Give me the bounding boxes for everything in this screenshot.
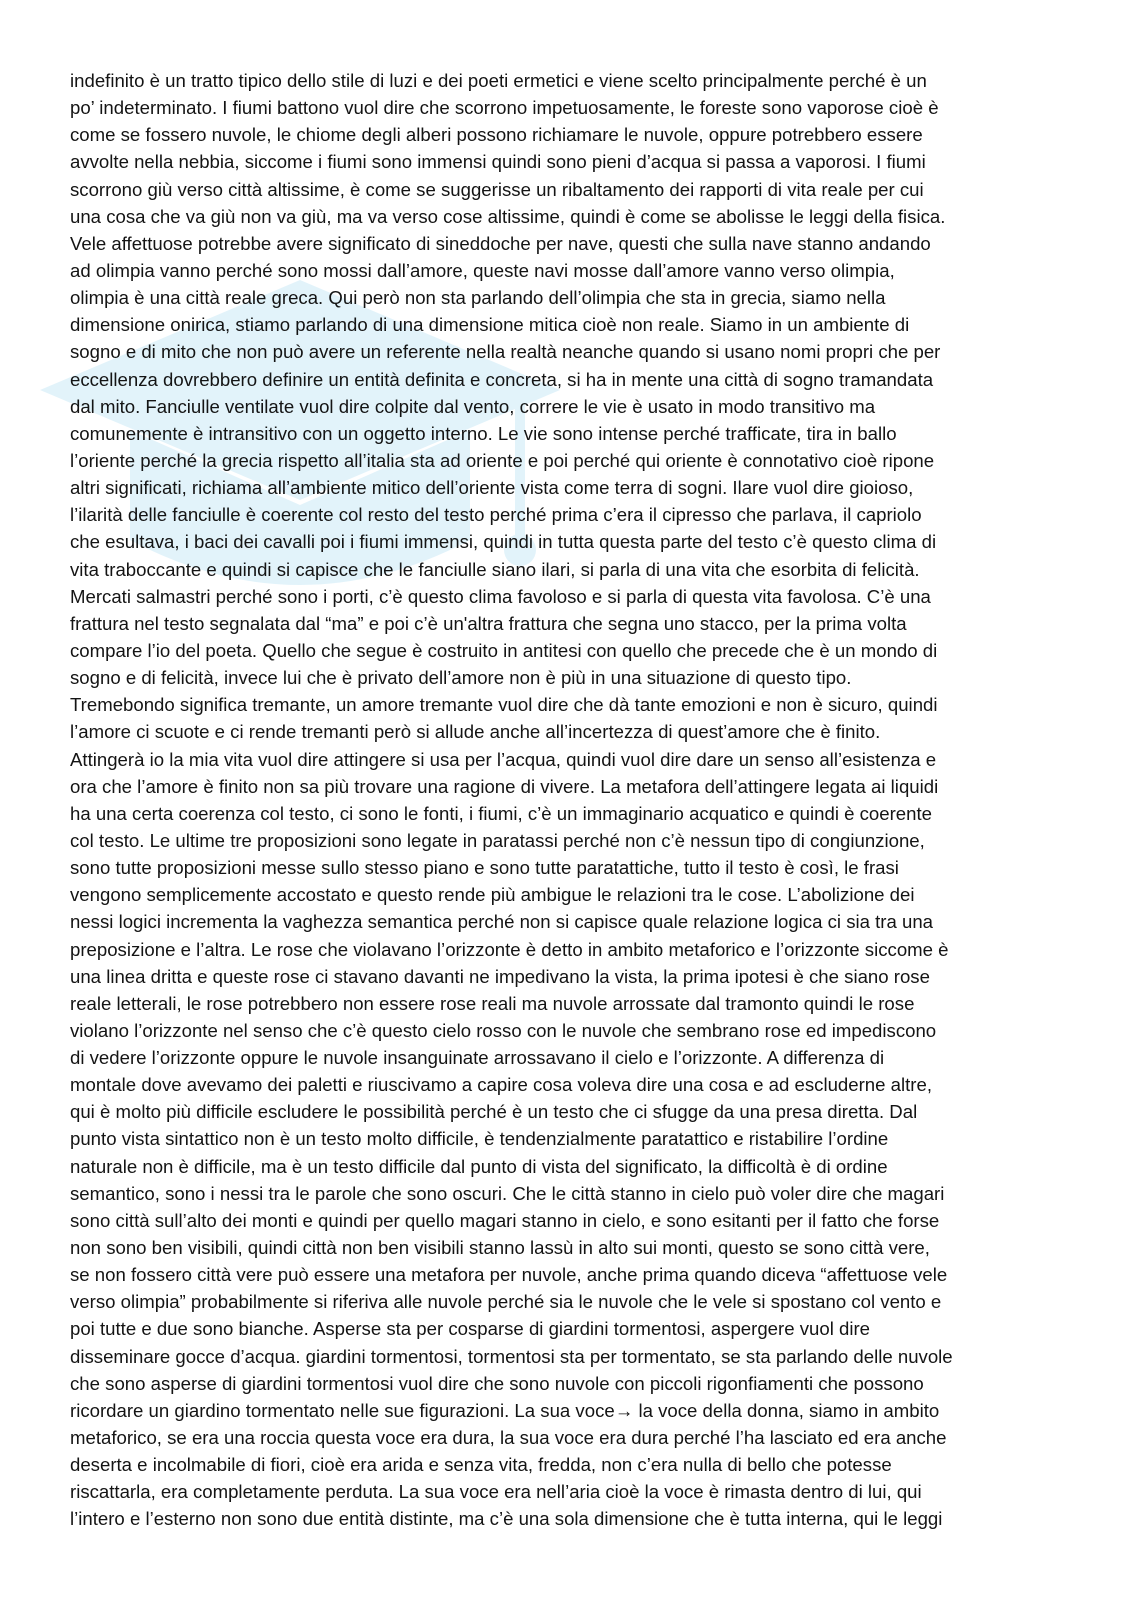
text-line: qui è molto più difficile escludere le possibilità perché è un testo che ci sfugge da una presa diretta. Dal <box>70 1101 918 1123</box>
text-line: come se fossero nuvole, le chiome degli alberi possono richiamare le nuvole, oppure potrebbero essere <box>70 124 923 146</box>
text-line: col testo. Le ultime tre proposizioni sono legate in paratassi perché non c’è nessun tipo di congiunzione, <box>70 829 925 851</box>
text-line: una linea dritta e queste rose ci stavano davanti ne impedivano la vista, la prima ipotesi è che siano rose <box>70 965 930 987</box>
text-line: che sono asperse di giardini tormentosi vuol dire che sono nuvole con piccoli rigonfiamenti che possono <box>70 1372 924 1394</box>
text-line: vita traboccante e quindi si capisce che le fanciulle siano ilari, si parla di una vita che esorbita di felicità. <box>70 558 920 580</box>
text-line: sogno e di felicità, invece lui che è privato dell’amore non è più in una situazione di questo tipo. <box>70 667 852 689</box>
text-line: ora che l’amore è finito non sa più trovare una ragione di vivere. La metafora dell’attingere legata ai liquidi <box>70 775 939 797</box>
text-line: vengono semplicemente accostato e questo rende più ambigue le relazioni tra le cose. L’abolizione dei <box>70 884 915 906</box>
text-line: l’amore ci scuote e ci rende tremanti però si allude anche all’incertezza di quest’amore che è finito. <box>70 721 881 743</box>
text-line: olimpia è una città reale greca. Qui però non sta parlando dell’olimpia che sta in grecia, siamo nella <box>70 287 886 309</box>
text-line: ad olimpia vanno perché sono mossi dall’amore, queste navi mosse dall’amore vanno verso olimpia, <box>70 259 895 281</box>
text-line: avvolte nella nebbia, siccome i fiumi sono immensi quindi sono pieni d’acqua si passa a vaporosi. I fiumi <box>70 151 926 173</box>
text-line: deserta e incolmabile di fiori, cioè era arida e senza vita, fredda, non c’era nulla di bello che potesse <box>70 1454 892 1476</box>
text-line: l’oriente perché la grecia rispetto all’italia sta ad oriente e poi perché qui oriente è connotativo cioè ripone <box>70 449 935 471</box>
text-line: una cosa che va giù non va giù, ma va verso cose altissime, quindi è come se abolisse le leggi della fisica. <box>70 205 946 227</box>
text-line: verso olimpia” probabilmente si riferiva alle nuvole perché sia le nuvole che le vele si spostano col vento e <box>70 1291 942 1313</box>
text-line: metaforico, se era una roccia questa voce era dura, la sua voce era dura perché l’ha lasciato ed era anche <box>70 1427 947 1449</box>
document-body-text <box>70 67 1110 1533</box>
text-line: Vele affettuose potrebbe avere significato di sineddoche per nave, questi che sulla nave stanno andando <box>70 232 931 254</box>
text-line: poi tutte e due sono bianche. Asperse sta per cosparse di giardini tormentosi, aspergere vuol dire <box>70 1318 871 1340</box>
text-line: di vedere l’orizzonte oppure le nuvole insanguinate arrossavano il cielo e l’orizzonte. A differenza di <box>70 1047 885 1069</box>
text-line: compare l’io del poeta. Quello che segue è costruito in antitesi con quello che precede che è un mondo di <box>70 639 938 661</box>
text-line: violano l’orizzonte nel senso che c’è questo cielo rosso con le nuvole che sembrano rose ed impediscono <box>70 1019 937 1041</box>
text-line: comunemente è intransitivo con un oggetto interno. Le vie sono intense perché trafficate, tira in ballo <box>70 422 897 444</box>
text-line: l’intero e l’esterno non sono due entità distinte, ma c’è una sola dimensione che è tutta interna, qui le leggi <box>70 1508 943 1530</box>
text-line: preposizione e l’altra. Le rose che violavano l’orizzonte è detto in ambito metaforico e l’orizzonte siccome è <box>70 938 949 960</box>
text-line: altri significati, richiama all’ambiente mitico dell’oriente vista come terra di sogni. Ilare vuol dire gioioso, <box>70 477 914 499</box>
text-line: punto vista sintattico non è un testo molto difficile, è tendenzialmente paratattico e ristabilire l’ordine <box>70 1128 889 1150</box>
text-line: semantico, sono i nessi tra le parole che sono oscuri. Che le città stanno in cielo può voler dire che magari <box>70 1182 945 1204</box>
text-line: disseminare gocce d’acqua. giardini tormentosi, tormentosi sta per tormentato, se sta parlando delle nuvole <box>70 1345 953 1367</box>
text-line: l’ilarità delle fanciulle è coerente col resto del testo perché prima c’era il cipresso che parlava, il capriolo <box>70 504 922 526</box>
text-line: ha una certa coerenza col testo, ci sono le fonti, i fiumi, c’è un immaginario acquatico e quindi è coerente <box>70 802 932 824</box>
text-line: sono tutte proposizioni messe sullo stesso piano e sono tutte paratattiche, tutto il testo è così, le frasi <box>70 857 899 879</box>
text-line: dimensione onirica, stiamo parlando di una dimensione mitica cioè non reale. Siamo in un ambiente di <box>70 314 910 336</box>
text-line: eccellenza dovrebbero definire un entità definita e concreta, si ha in mente una città di sogno tramandata <box>70 368 934 390</box>
text-line: ricordare un giardino tormentato nelle sue figurazioni. La sua voce→ la voce della donna, siamo in ambito <box>70 1399 940 1421</box>
text-line: po’ indeterminato. I fiumi battono vuol dire che scorrono impetuosamente, le foreste sono vaporose cioè è <box>70 97 939 119</box>
text-line: frattura nel testo segnalata dal “ma” e poi c’è un'altra frattura che segna uno stacco, per la prima volta <box>70 612 907 634</box>
text-line: sono città sull’alto dei monti e quindi per quello magari stanno in cielo, e sono esitanti per il fatto che forse <box>70 1209 940 1231</box>
text-line: nessi logici incrementa la vaghezza semantica perché non si capisce quale relazione logica ci sia tra una <box>70 911 934 933</box>
text-line: reale letterali, le rose potrebbero non essere rose reali ma nuvole arrossate dal tramonto quindi le rose <box>70 992 915 1014</box>
text-line: se non fossero città vere può essere una metafora per nuvole, anche prima quando diceva “affettuose vele <box>70 1264 948 1286</box>
text-line: Mercati salmastri perché sono i porti, c’è questo clima favoloso e si parla di questa vita favolosa. C’è una <box>70 585 931 607</box>
text-line: riscattarla, era completamente perduta. La sua voce era nell’aria cioè la voce è rimasta dentro di lui, qui <box>70 1481 922 1503</box>
text-line: indefinito è un tratto tipico dello stile di luzi e dei poeti ermetici e viene scelto principalmente perché è un <box>70 70 927 91</box>
text-line: naturale non è difficile, ma è un testo difficile dal punto di vista del significato, la difficoltà è di ordine <box>70 1155 888 1177</box>
text-line: dal mito. Fanciulle ventilate vuol dire colpite dal vento, correre le vie è usato in modo transitivo ma <box>70 395 876 417</box>
text-line: Attingerà io la mia vita vuol dire attingere si usa per l’acqua, quindi vuol dire dare un senso all’esistenza e <box>70 748 937 770</box>
text-line: sogno e di mito che non può avere un referente nella realtà neanche quando si usano nomi propri che per <box>70 341 941 363</box>
text-line: montale dove avevamo dei paletti e riuscivamo a capire cosa voleva dire una cosa e ad escluderne altre, <box>70 1074 932 1096</box>
text-line: Tremebondo significa tremante, un amore tremante vuol dire che dà tante emozioni e non è sicuro, quindi <box>70 694 938 716</box>
text-line: che esultava, i baci dei cavalli poi i fiumi immensi, quindi in tutta questa parte del testo c’è questo clima di <box>70 531 937 553</box>
text-line: non sono ben visibili, quindi città non ben visibili stanno lassù in alto sui monti, questo se sono città vere, <box>70 1237 930 1259</box>
text-line: scorrono giù verso città altissime, è come se suggerisse un ribaltamento dei rapporti di vita reale per cui <box>70 178 924 200</box>
